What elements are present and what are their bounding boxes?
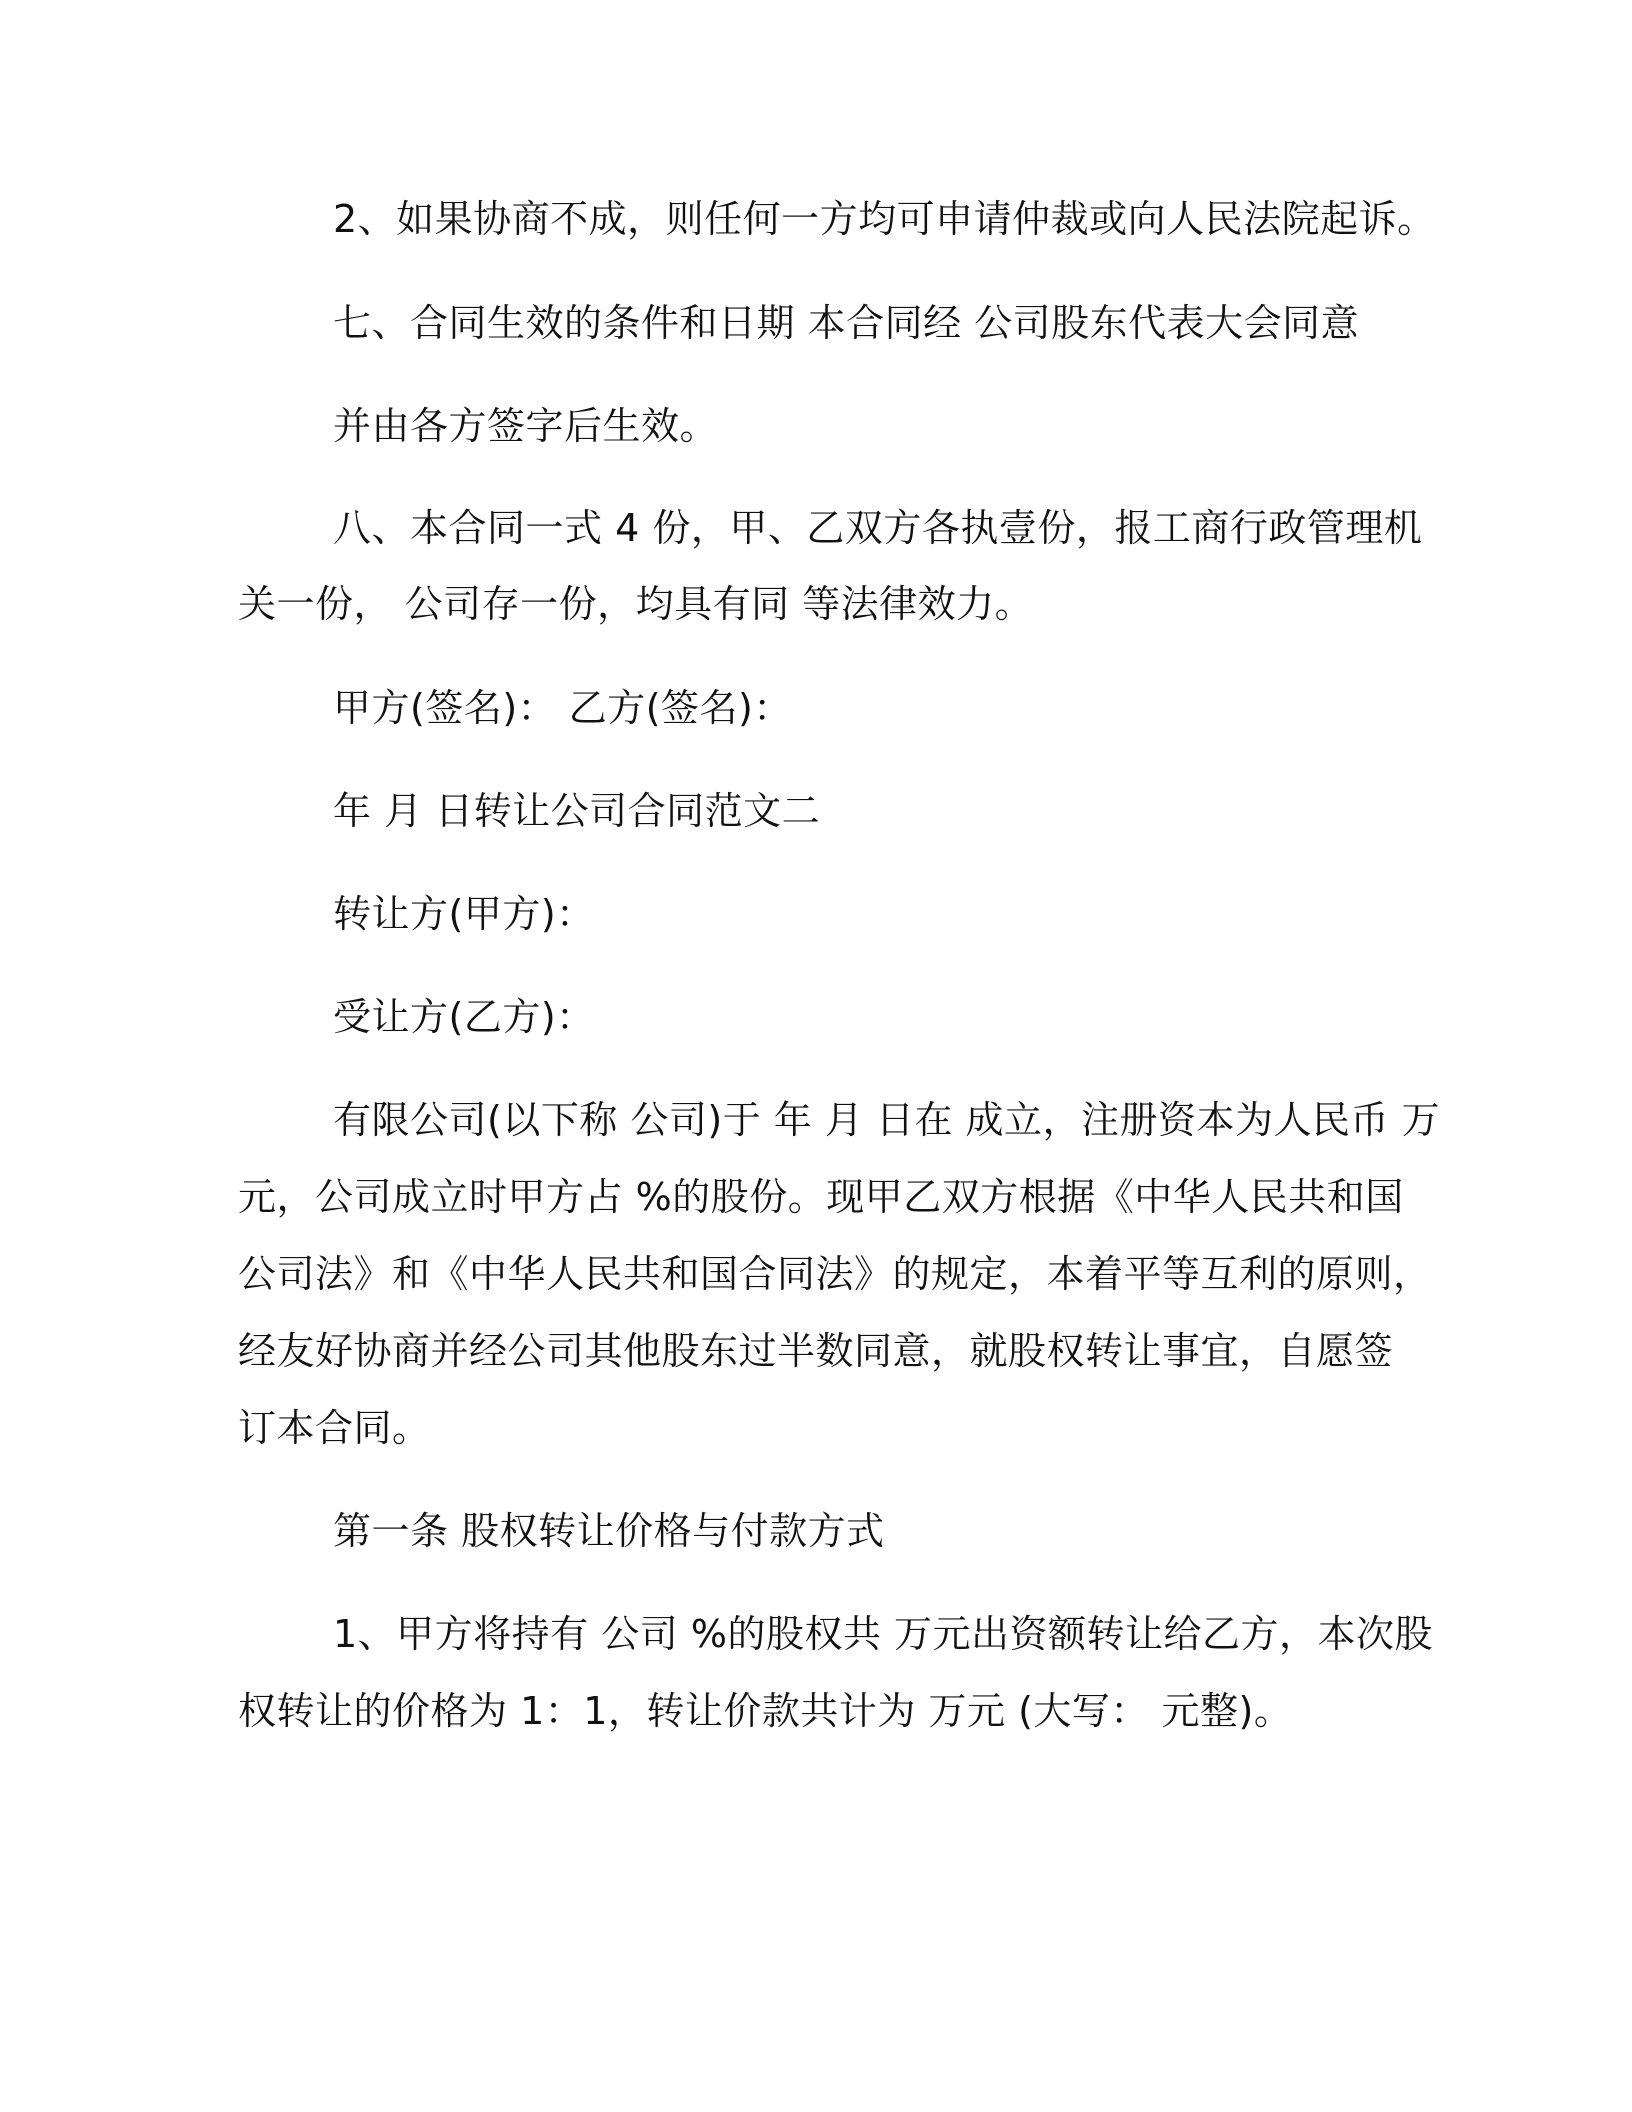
article-1-heading: 第一条 股权转让价格与付款方式 [333, 1509, 885, 1553]
date-and-title-line: 年 月 日转让公司合同范文二 [333, 789, 821, 833]
signature-line: 甲方(签名)： 乙方(签名)： [333, 686, 792, 730]
article-1-item-1-line-1: 1、甲方将持有 公司 %的股权共 万元出资额转让给乙方，本次股 [333, 1612, 1434, 1656]
preamble-line-5: 订本合同。 [238, 1406, 431, 1450]
clause-8-line-1: 八、本合同一式 4 份，甲、乙双方各执壹份，报工商行政管理机 [333, 506, 1423, 550]
preamble-line-2: 元，公司成立时甲方占 %的股份。现甲乙双方根据《中华人民共和国 [238, 1175, 1404, 1219]
clause-6-item-2: 2、如果协商不成，则任何一方均可申请仲裁或向人民法院起诉。 [333, 197, 1436, 241]
clause-7-text: 并由各方签字后生效。 [333, 404, 719, 448]
transferee-line: 受让方(乙方)： [333, 995, 595, 1039]
clause-8-line-2: 关一份， 公司存一份，均具有同 等法律效力。 [238, 582, 1034, 626]
article-1-item-1-line-2: 权转让的价格为 1：1，转让价款共计为 万元 (大写： 元整)。 [238, 1689, 1293, 1733]
preamble-line-3: 公司法》和《中华人民共和国合同法》的规定，本着平等互利的原则， [238, 1252, 1432, 1296]
clause-7-heading: 七、合同生效的条件和日期 本合同经 公司股东代表大会同意 [333, 301, 1360, 345]
preamble-line-4: 经友好协商并经公司其他股东过半数同意，就股权转让事宜，自愿签 [238, 1329, 1394, 1373]
transferor-line: 转让方(甲方)： [333, 892, 595, 936]
preamble-line-1: 有限公司(以下称 公司)于 年 月 日在 成立，注册资本为人民币 万 [333, 1098, 1441, 1142]
